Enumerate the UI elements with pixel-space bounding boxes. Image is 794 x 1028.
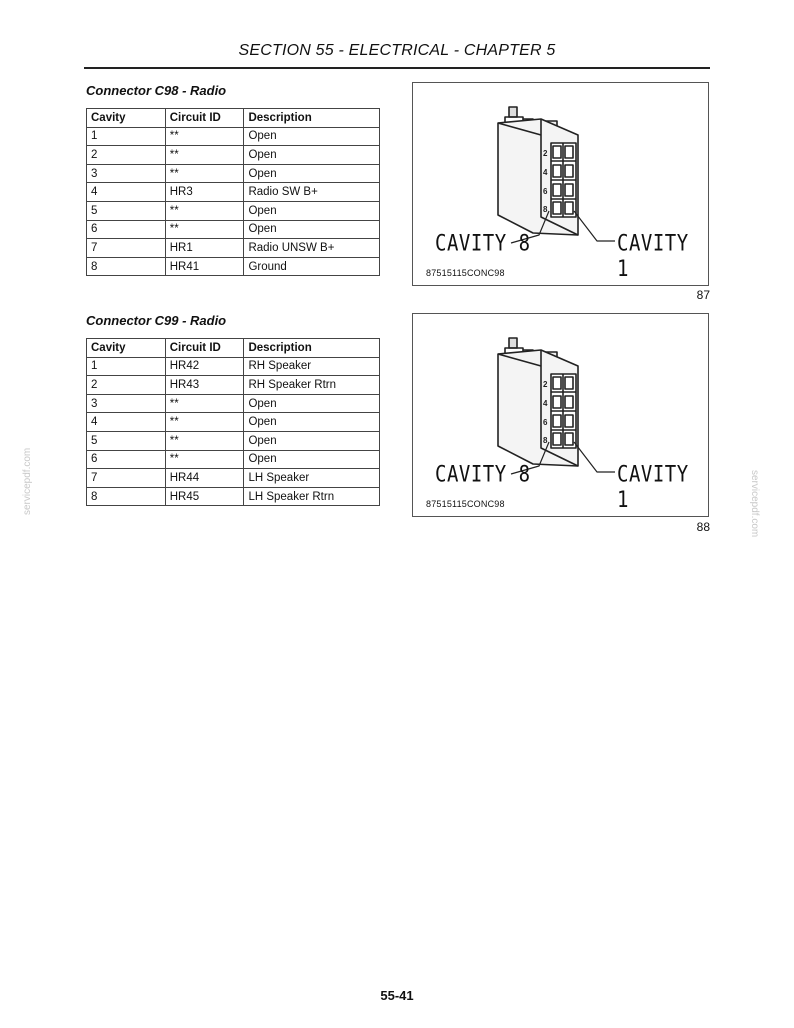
circuit-id-cell: ** <box>165 394 244 413</box>
circuit-id-cell: HR43 <box>165 376 244 395</box>
pin-mark: 4 <box>543 399 548 408</box>
column-header-cavity: Cavity <box>87 109 166 128</box>
circuit-id-cell: ** <box>165 450 244 469</box>
cavity-1-label: CAVITY 1 <box>617 231 689 282</box>
figure-caption: 87515115CONC98 <box>426 499 505 509</box>
circuit-id-cell: ** <box>165 431 244 450</box>
cavity-cell: 3 <box>87 164 166 183</box>
column-header-description: Description <box>244 109 380 128</box>
table-row <box>87 469 380 488</box>
description-cell: Open <box>244 127 380 146</box>
description-cell: Open <box>244 413 380 432</box>
pin-mark: 8 <box>543 205 548 214</box>
table-row <box>87 376 380 395</box>
description-cell: Open <box>244 220 380 239</box>
connector-c99-table <box>86 338 380 506</box>
description-cell: RH Speaker Rtrn <box>244 376 380 395</box>
table-header-row <box>87 109 380 128</box>
description-cell: LH Speaker Rtrn <box>244 487 380 506</box>
cavity-cell: 7 <box>87 239 166 258</box>
cavity-cell: 7 <box>87 469 166 488</box>
table-row <box>87 357 380 376</box>
table-row <box>87 257 380 276</box>
circuit-id-cell: HR3 <box>165 183 244 202</box>
description-cell: Open <box>244 394 380 413</box>
pin-mark: 6 <box>543 187 548 196</box>
cavity-cell: 5 <box>87 201 166 220</box>
column-header-circuit-id: Circuit ID <box>165 339 244 358</box>
circuit-id-cell: HR41 <box>165 257 244 276</box>
connector-c99-title: Connector C99 - Radio <box>86 313 227 328</box>
cavity-8-label: CAVITY 8 <box>435 462 531 488</box>
table-row <box>87 201 380 220</box>
table-row <box>87 394 380 413</box>
cavity-cell: 8 <box>87 257 166 276</box>
figure-caption: 87515115CONC98 <box>426 268 505 278</box>
circuit-id-cell: HR45 <box>165 487 244 506</box>
connector-c99-figure <box>412 313 709 517</box>
cavity-cell: 6 <box>87 220 166 239</box>
circuit-id-cell: ** <box>165 413 244 432</box>
connector-c98-figure <box>412 82 709 286</box>
circuit-id-cell: ** <box>165 201 244 220</box>
connector-c98-title: Connector C98 - Radio <box>86 83 227 98</box>
cavity-cell: 5 <box>87 431 166 450</box>
pin-mark: 8 <box>543 436 548 445</box>
cavity-cell: 6 <box>87 450 166 469</box>
column-header-circuit-id: Circuit ID <box>165 109 244 128</box>
table-row <box>87 183 380 202</box>
cavity-cell: 2 <box>87 146 166 165</box>
page-number: 55-41 <box>380 988 414 1003</box>
watermark-right: servicepdf.com <box>749 470 760 538</box>
description-cell: Open <box>244 164 380 183</box>
description-cell: Open <box>244 146 380 165</box>
cavity-cell: 2 <box>87 376 166 395</box>
figure-number: 88 <box>696 520 710 534</box>
watermark-left: servicepdf.com <box>22 447 33 515</box>
circuit-id-cell: ** <box>165 220 244 239</box>
connector-c98-table <box>86 108 380 276</box>
circuit-id-cell: HR44 <box>165 469 244 488</box>
circuit-id-cell: ** <box>165 146 244 165</box>
table-row <box>87 127 380 146</box>
pin-mark: 6 <box>543 418 548 427</box>
table-row <box>87 431 380 450</box>
description-cell: RH Speaker <box>244 357 380 376</box>
cavity-cell: 1 <box>87 357 166 376</box>
table-row <box>87 239 380 258</box>
table-row <box>87 487 380 506</box>
page-header: SECTION 55 - ELECTRICAL - CHAPTER 5 <box>238 42 556 59</box>
circuit-id-cell: ** <box>165 164 244 183</box>
description-cell: Radio UNSW B+ <box>244 239 380 258</box>
cavity-cell: 1 <box>87 127 166 146</box>
cavity-cell: 4 <box>87 413 166 432</box>
table-row <box>87 146 380 165</box>
circuit-id-cell: ** <box>165 127 244 146</box>
description-cell: Open <box>244 201 380 220</box>
pin-mark: 2 <box>543 149 548 158</box>
table-header-row <box>87 339 380 358</box>
table-row <box>87 220 380 239</box>
cavity-8-label: CAVITY 8 <box>435 231 531 257</box>
description-cell: Open <box>244 450 380 469</box>
table-row <box>87 413 380 432</box>
pin-mark: 4 <box>543 168 548 177</box>
cavity-1-label: CAVITY 1 <box>617 462 689 513</box>
description-cell: Radio SW B+ <box>244 183 380 202</box>
description-cell: Ground <box>244 257 380 276</box>
column-header-cavity: Cavity <box>87 339 166 358</box>
figure-number: 87 <box>696 288 710 302</box>
circuit-id-cell: HR42 <box>165 357 244 376</box>
table-row <box>87 164 380 183</box>
cavity-cell: 8 <box>87 487 166 506</box>
circuit-id-cell: HR1 <box>165 239 244 258</box>
cavity-cell: 4 <box>87 183 166 202</box>
description-cell: Open <box>244 431 380 450</box>
pin-mark: 2 <box>543 380 548 389</box>
column-header-description: Description <box>244 339 380 358</box>
table-row <box>87 450 380 469</box>
description-cell: LH Speaker <box>244 469 380 488</box>
header-rule <box>84 67 710 69</box>
cavity-cell: 3 <box>87 394 166 413</box>
